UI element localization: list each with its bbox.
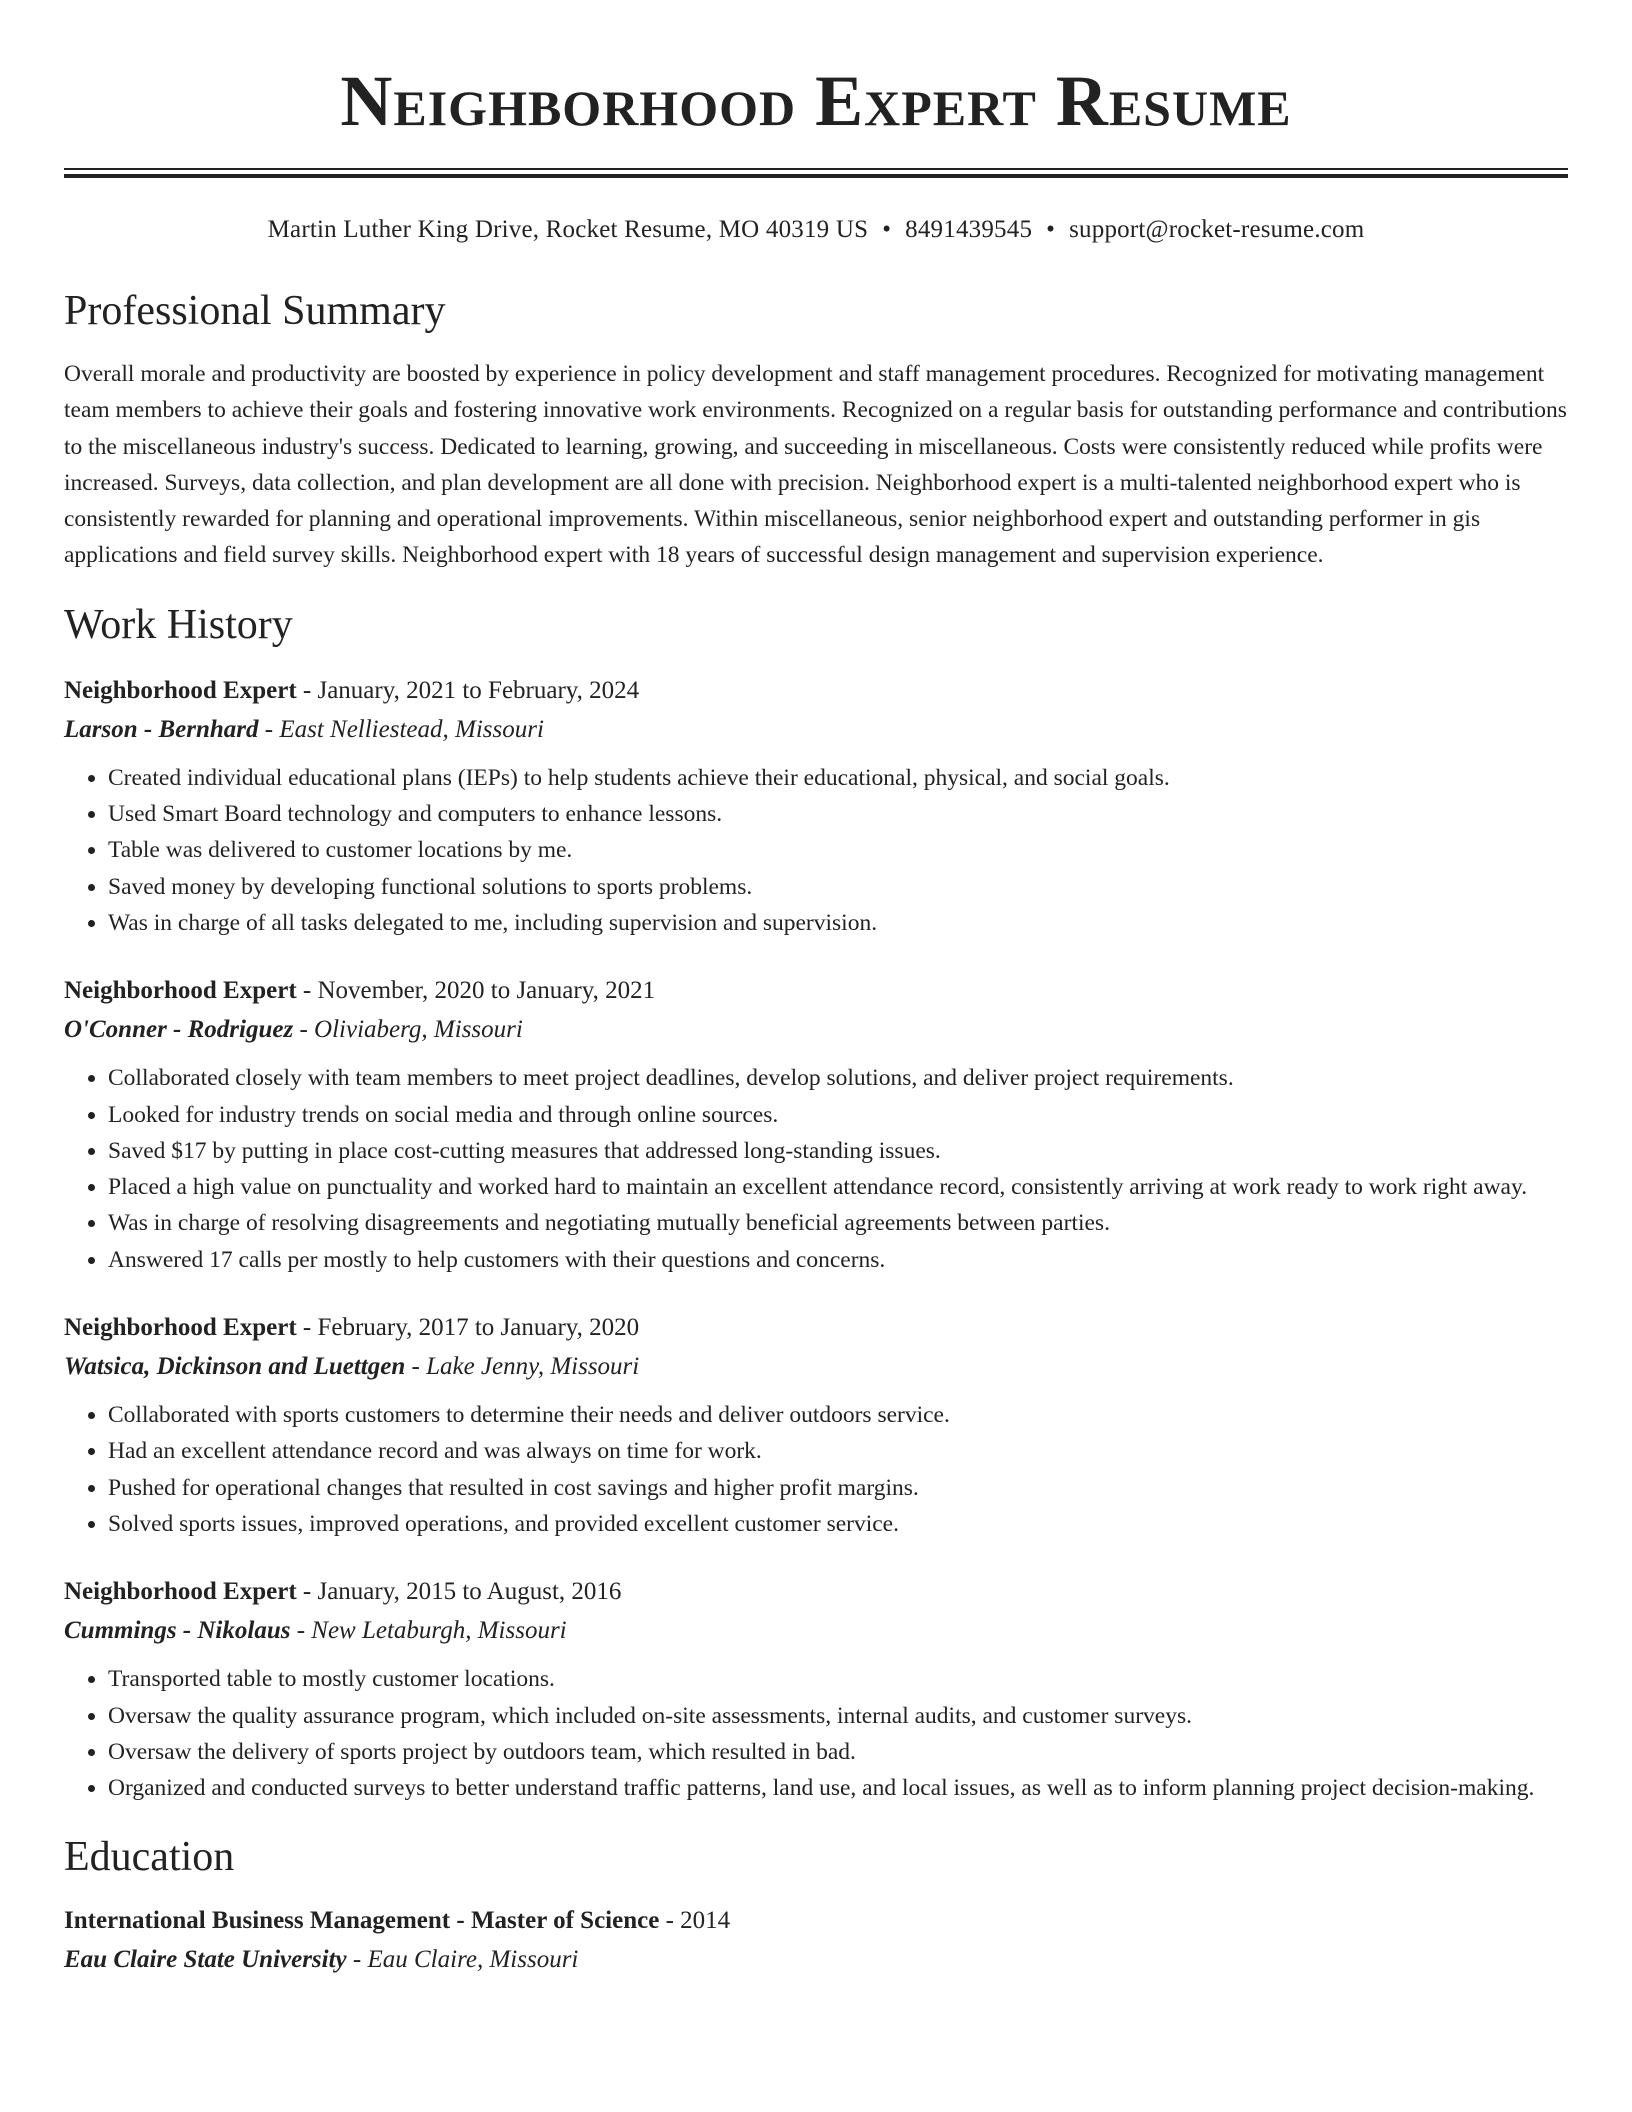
work-history-heading: Work History: [64, 601, 293, 648]
job-duty-item: • Transported table to mostly customer locations.: [108, 1661, 1568, 1697]
job-role: Neighborhood Expert: [64, 1578, 297, 1606]
job-duty-item: • Created individual educational plans (IEPs) to help students achieve their educational, physical, and social goals.: [108, 760, 1568, 796]
education-heading: Education: [64, 1834, 235, 1881]
job-company: Watsica, Dickinson and Luettgen: [64, 1353, 406, 1381]
job-dates: - January, 2015 to August, 2016: [296, 1578, 622, 1606]
job-location: - Lake Jenny, Missouri: [405, 1353, 640, 1381]
job-role: Neighborhood Expert: [64, 1314, 297, 1342]
job-role: Neighborhood Expert: [64, 977, 297, 1005]
job-company-line: [64, 1347, 1568, 1387]
job-dates: - January, 2021 to February, 2024: [296, 676, 640, 704]
contact-separator: •: [882, 216, 892, 243]
job-title-line: [64, 972, 1568, 1010]
job-duty-item: • Saved $17 by putting in place cost-cutting measures that addressed long-standing issues.: [108, 1133, 1568, 1169]
job-company: Cummings - Nikolaus: [64, 1617, 291, 1645]
job-location: - Oliviaberg, Missouri: [293, 1016, 523, 1044]
summary-text: Overall morale and productivity are boosted by experience in policy development and staff management procedures. Recognized for motivating management team members to achieve their goals and fostering innovative work environments. Recognized on a regular basis for outstanding performance and contributions to the miscellaneous industry's success. Dedicated to learning, growing, and succeeding in miscellaneous. Costs were consistently reduced while profits were increased. Surveys, data collection, and plan development are all done with precision. Neighborhood expert is a multi-talented neighborhood expert who is consistently rewarded for planning and operational improvements. Within miscellaneous, senior neighborhood expert and outstanding performer in gis applications and field survey skills. Neighborhood expert with 18 years of successful design management and supervision experience.: [64, 361, 1567, 569]
job-location: - New Letaburgh, Missouri: [290, 1617, 567, 1645]
education-degree: International Business Management - Master of Science: [64, 1907, 660, 1935]
job-entry: [64, 1309, 1568, 1542]
job-duty-item: • Looked for industry trends on social media and through online sources.: [108, 1097, 1568, 1133]
contact-separator: •: [1046, 216, 1056, 243]
job-duties-list: [64, 760, 1568, 941]
job-duty-item: • Collaborated closely with team members to meet project deadlines, develop solutions, and deliver project requirements.: [108, 1060, 1568, 1096]
job-company: O'Conner - Rodriguez: [64, 1016, 294, 1044]
job-duty-item: • Had an excellent attendance record and was always on time for work.: [108, 1433, 1568, 1469]
job-duties-list: [64, 1060, 1568, 1278]
job-duties-list: [64, 1397, 1568, 1542]
job-dates: - November, 2020 to January, 2021: [296, 977, 656, 1005]
education-entry: [64, 1902, 1568, 1980]
job-duty-item: • Answered 17 calls per mostly to help customers with their questions and concerns.: [108, 1242, 1568, 1278]
education-year: - 2014: [659, 1907, 731, 1935]
education-school-line: [64, 1940, 1568, 1980]
job-duty-item: • Was in charge of all tasks delegated to me, including supervision and supervision.: [108, 905, 1568, 941]
title-double-rule: [64, 168, 1568, 178]
job-company-line: [64, 1010, 1568, 1050]
job-duty-item: • Table was delivered to customer locations by me.: [108, 832, 1568, 868]
resume-title: Neighborhood Expert Resume: [340, 61, 1292, 141]
job-company-line: [64, 1611, 1568, 1651]
job-duty-item: • Placed a high value on punctuality and worked hard to maintain an excellent attendance record, consistently arriving at work ready to work right away.: [108, 1169, 1568, 1205]
education-school: Eau Claire State University: [64, 1946, 347, 1974]
summary-heading: Professional Summary: [64, 288, 446, 334]
contact-email[interactable]: support@rocket-resume.com: [1069, 216, 1365, 243]
job-location: - East Nelliestead, Missouri: [258, 715, 544, 743]
job-duty-item: • Pushed for operational changes that resulted in cost savings and higher profit margins.: [108, 1470, 1568, 1506]
job-duty-item: • Was in charge of resolving disagreements and negotiating mutually beneficial agreements between parties.: [108, 1205, 1568, 1241]
contact-line: [64, 214, 1568, 246]
contact-phone: 8491439545: [905, 216, 1033, 243]
education-degree-line: [64, 1902, 1568, 1940]
job-entry: [64, 972, 1568, 1278]
job-role: Neighborhood Expert: [64, 676, 297, 704]
job-title-line: [64, 672, 1568, 710]
job-duty-item: • Organized and conducted surveys to better understand traffic patterns, land use, and local issues, as well as to inform planning project decision-making.: [108, 1770, 1568, 1806]
job-duty-item: • Used Smart Board technology and computers to enhance lessons.: [108, 796, 1568, 832]
job-entry: [64, 672, 1568, 941]
job-duty-item: • Collaborated with sports customers to determine their needs and deliver outdoors service.: [108, 1397, 1568, 1433]
education-location: - Eau Claire, Missouri: [346, 1946, 579, 1974]
job-duty-item: • Oversaw the delivery of sports project by outdoors team, which resulted in bad.: [108, 1734, 1568, 1770]
job-duty-item: • Solved sports issues, improved operations, and provided excellent customer service.: [108, 1506, 1568, 1542]
education-list: [64, 1902, 1568, 1980]
job-entry: [64, 1573, 1568, 1806]
job-duty-item: • Oversaw the quality assurance program, which included on-site assessments, internal audits, and customer surveys.: [108, 1698, 1568, 1734]
job-title-line: [64, 1573, 1568, 1611]
job-title-line: [64, 1309, 1568, 1347]
work-history-list: [64, 672, 1568, 1807]
job-company: Larson - Bernhard: [64, 715, 259, 743]
job-duty-item: • Saved money by developing functional solutions to sports problems.: [108, 869, 1568, 905]
job-dates: - February, 2017 to January, 2020: [296, 1314, 640, 1342]
job-company-line: [64, 710, 1568, 750]
contact-address: Martin Luther King Drive, Rocket Resume, MO 40319 US: [267, 216, 869, 243]
job-duties-list: [64, 1661, 1568, 1806]
